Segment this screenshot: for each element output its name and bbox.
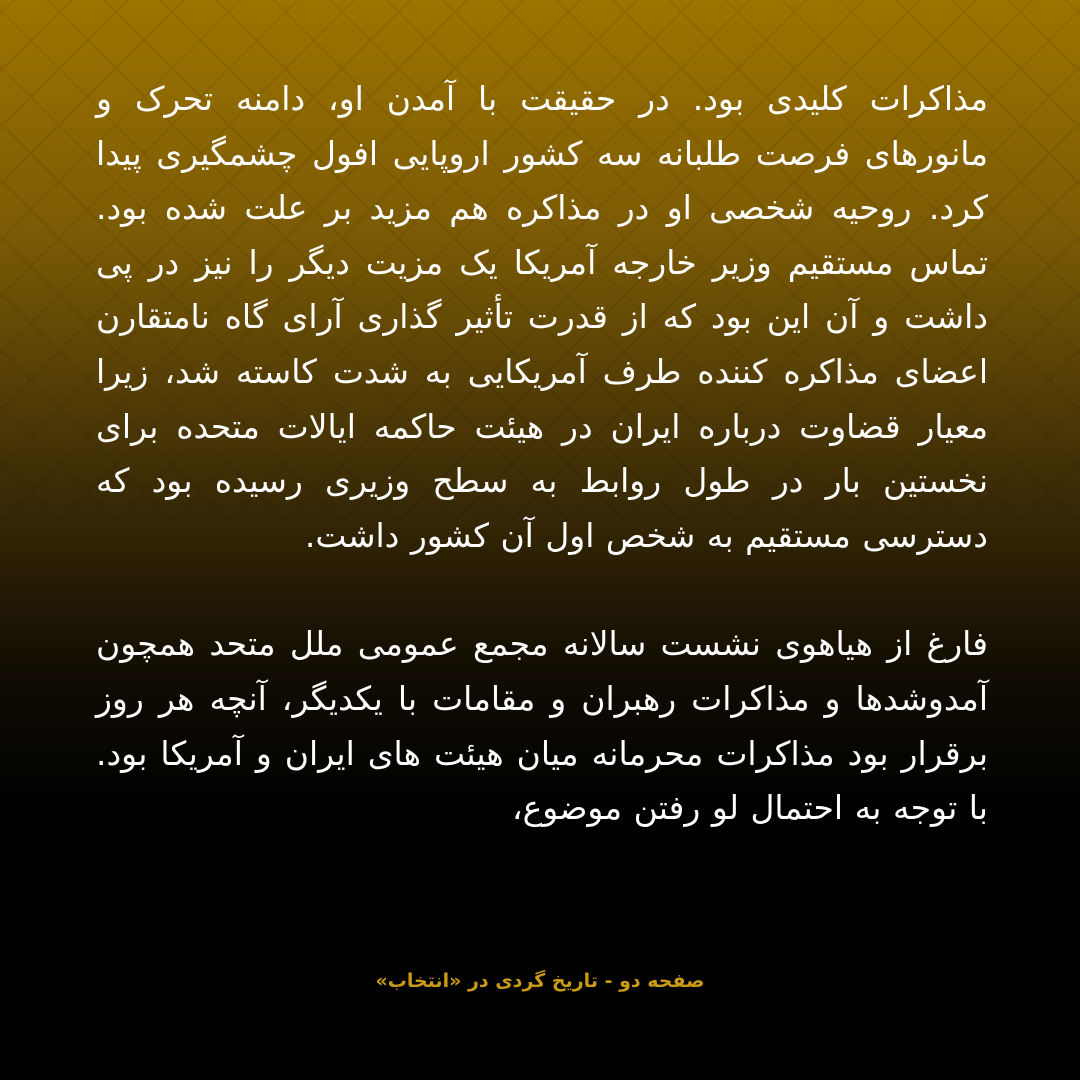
article-body [96,72,988,836]
footer-caption: صفحه دو - تاریخ گردی در «انتخاب» [375,970,705,992]
article-paragraph-2: فارغ از هیاهوی نشست سالانه مجمع عمومی ملل متحد همچون آمدوشدها و مذاکرات رهبران و مقامات با یکدیگر، آنچه هر روز برقرار بود مذاکرات محرمانه میان هیئت های ایران و آمریکا بود. با توجه به احتمال لو رفتن موضوع، [96,624,988,828]
article-paragraph-1: مذاکرات کلیدی بود. در حقیقت با آمدن او، دامنه تحرک و مانورهای فرصت طلبانه سه کشور اروپایی افول چشمگیری پیدا کرد. روحیه شخصی او در مذاکره هم مزید بر علت شده بود. تماس مستقیم وزیر خارجه آمریکا یک مزیت دیگر را نیز در پی داشت و آن این بود که از قدرت تأثیر گذاری آرای گاه نامتقارن اعضای مذاکره کننده طرف آمریکایی به شدت کاسته شد، زیرا معیار قضاوت درباره ایران در هیئت حاکمه ایالات متحده برای نخستین بار در طول روابط به سطح وزیری رسیده بود که دسترسی مستقیم به شخص اول آن کشور داشت. [96,79,988,555]
